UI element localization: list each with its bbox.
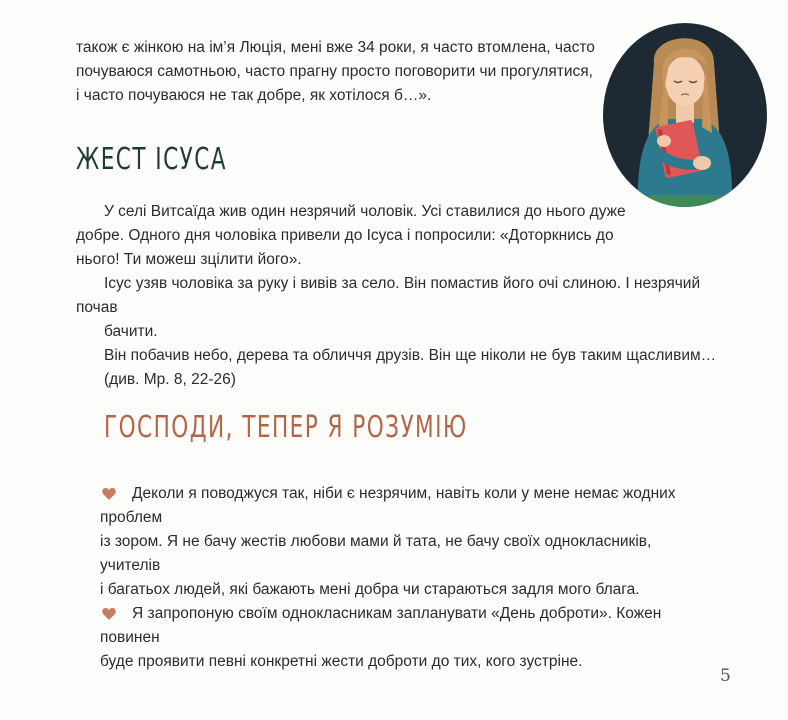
story-line: нього! Ти можеш зцілити його». [76,251,302,268]
heart-icon [102,488,116,500]
reflection-line: Я запропоную своїм однокласникам запланувати «День доброти». Кожен повинен [100,605,662,646]
intro-line: і часто почуваюся не так добре, як хотілося б…». [76,87,432,104]
intro-text [76,36,596,108]
reflection-paragraph [100,602,710,650]
story-line: Він побачив небо, дерева та обличчя друзів. Він ще ніколи не був таким щасливим… [104,347,717,364]
page-number: 5 [720,666,731,686]
reflection-text [100,482,710,674]
reflection-line: і багатьох людей, які бажають мені добра чи стараються задля мого блага. [100,581,640,598]
heart-icon [102,608,116,620]
story-line: У селі Витсаїда жив один незрячий чоловік. Усі ставилися до нього дуже [104,203,626,220]
reflection-line: буде проявити певні конкретні жести доброти до тих, кого зустріне. [100,653,583,670]
gospel-story [76,200,736,392]
intro-line: також є жінкою на ім’я Люція, мені вже 34 роки, я часто втомлена, часто [76,39,595,56]
woman-holding-book-illustration [602,23,768,213]
reflection-line: Деколи я поводжуся так, ніби є незрячим, навіть коли у мене немає жодних проблем [100,485,676,526]
story-line: Ісус узяв чоловіка за руку і вивів за село. Він помастив його очі слиною. І незрячий почав [76,275,701,316]
story-line: добре. Одного дня чоловіка привели до Ісуса і попросили: «Доторкнись до [76,227,614,244]
section-heading-lord-i-understand: ГОСПОДИ, ТЕПЕР Я РОЗУМІЮ [104,410,468,445]
story-line: бачити. [104,323,158,340]
section-heading-jesus-gesture: ЖЕСТ ІСУСА [76,142,227,177]
scripture-reference: (див. Мр. 8, 22-26) [104,371,236,388]
intro-line: почуваюся самотньою, часто прагну просто поговорити чи прогулятися, [76,63,593,80]
reflection-line: із зором. Я не бачу жестів любови мами й тата, не бачу своїх однокласників, учителів [100,533,652,574]
reflection-paragraph [100,482,710,530]
